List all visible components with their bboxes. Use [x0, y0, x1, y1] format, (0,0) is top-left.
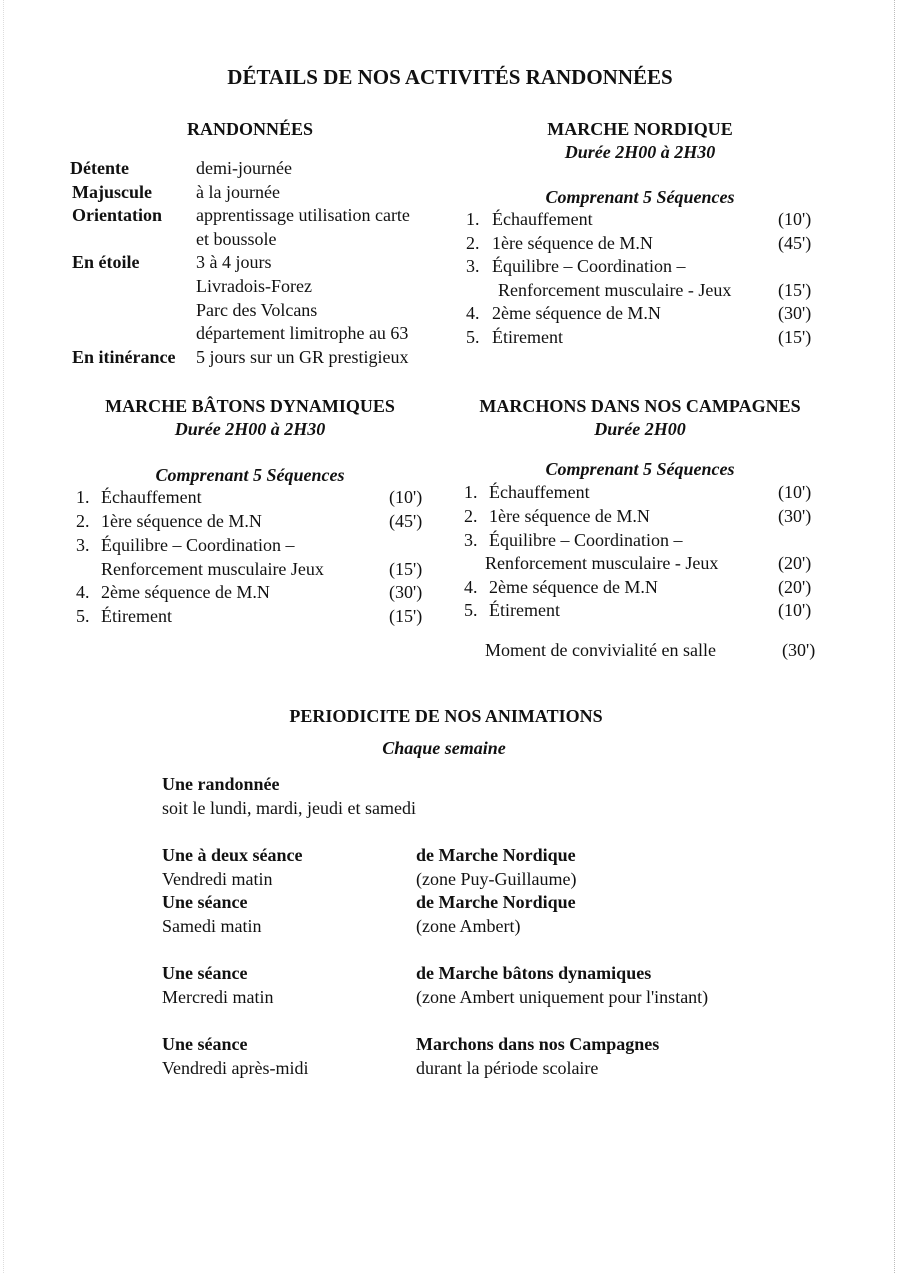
seq-label: 1ère séquence de M.N	[489, 506, 650, 526]
seq-duration: (45')	[778, 233, 812, 253]
schedule-day: Vendredi après-midi	[162, 1058, 309, 1078]
seq-label: Équilibre – Coordination –	[101, 535, 295, 555]
schedule-day: Samedi matin	[162, 916, 262, 936]
marche-nordique-seq-heading: Comprenant 5 Séquences	[545, 187, 735, 207]
seq-number: 4.	[76, 582, 90, 602]
campagnes-heading: MARCHONS DANS NOS CAMPAGNES	[479, 396, 801, 416]
seq-duration: (10')	[778, 600, 812, 620]
page-title: DÉTAILS DE NOS ACTIVITÉS RANDONNÉES	[227, 65, 673, 89]
convivialite-label: Moment de convivialité en salle	[485, 640, 716, 660]
rando-type-value: Parc des Volcans	[196, 300, 318, 320]
seq-number: 3.	[466, 256, 480, 276]
marche-nordique-sequence-list	[466, 208, 826, 348]
rando-type-label: Détente	[70, 158, 129, 178]
schedule-frequency: Une séance	[162, 1034, 248, 1054]
seq-label: Renforcement musculaire - Jeux	[498, 280, 732, 300]
seq-number: 2.	[464, 506, 478, 526]
marche-nordique-heading: MARCHE NORDIQUE	[547, 119, 733, 139]
seq-label: Étirement	[492, 327, 563, 347]
randonnees-heading: RANDONNÉES	[186, 119, 314, 139]
rando-type-value: et boussole	[196, 229, 277, 249]
schedule-zone: (zone Puy-Guillaume)	[416, 869, 577, 889]
seq-label: 1ère séquence de M.N	[101, 511, 262, 531]
seq-number: 1.	[76, 487, 90, 507]
seq-duration: (10')	[778, 482, 812, 502]
batons-sequence-list	[76, 486, 436, 626]
seq-number: 4.	[466, 303, 480, 323]
scan-edge-right	[894, 0, 895, 1273]
schedule-activity: de Marche Nordique	[416, 845, 576, 865]
batons-duration: Durée 2H00 à 2H30	[174, 419, 326, 439]
rando-type-value: à la journée	[196, 182, 280, 202]
rando-type-label: Orientation	[72, 205, 162, 225]
seq-duration: (30')	[778, 506, 812, 526]
convivialite-duration: (30')	[782, 640, 816, 660]
seq-label: 1ère séquence de M.N	[492, 233, 653, 253]
batons-seq-heading: Comprenant 5 Séquences	[155, 465, 345, 485]
schedule-day: Vendredi matin	[162, 869, 273, 889]
seq-label: 2ème séquence de M.N	[492, 303, 661, 323]
campagnes-duration: Durée 2H00	[594, 419, 686, 439]
schedule-zone: (zone Ambert)	[416, 916, 521, 936]
seq-label: Échauffement	[489, 482, 590, 502]
rando-type-label: En étoile	[72, 252, 140, 272]
marche-nordique-duration: Durée 2H00 à 2H30	[564, 142, 716, 162]
seq-label: Étirement	[101, 606, 172, 626]
rando-type-value: département limitrophe au 63	[196, 323, 409, 343]
seq-label: Renforcement musculaire Jeux	[101, 559, 324, 579]
schedule-activity: de Marche Nordique	[416, 892, 576, 912]
seq-number: 2.	[466, 233, 480, 253]
seq-duration: (15')	[778, 280, 812, 300]
seq-duration: (10')	[778, 209, 812, 229]
seq-label: Renforcement musculaire - Jeux	[485, 553, 719, 573]
rando-type-label: Majuscule	[72, 182, 152, 202]
seq-duration: (15')	[389, 606, 423, 626]
rando-type-value: apprentissage utilisation carte	[196, 205, 410, 225]
seq-label: Équilibre – Coordination –	[492, 256, 686, 276]
seq-number: 4.	[464, 577, 478, 597]
seq-duration: (30')	[778, 303, 812, 323]
schedule-activity: de Marche bâtons dynamiques	[416, 963, 652, 983]
schedule-day: Mercredi matin	[162, 987, 274, 1007]
seq-duration: (15')	[778, 327, 812, 347]
seq-duration: (20')	[778, 577, 812, 597]
seq-number: 3.	[76, 535, 90, 555]
campagnes-sequence-list	[464, 481, 828, 663]
seq-duration: (30')	[389, 582, 423, 602]
schedule-frequency: Une à deux séance	[162, 845, 303, 865]
schedule-activity: Marchons dans nos Campagnes	[416, 1034, 660, 1054]
seq-number: 1.	[466, 209, 480, 229]
seq-number: 5.	[76, 606, 90, 626]
scan-edge-left	[3, 0, 4, 1273]
seq-duration: (15')	[389, 559, 423, 579]
seq-label: Échauffement	[101, 487, 202, 507]
seq-label: 2ème séquence de M.N	[489, 577, 658, 597]
seq-label: Étirement	[489, 600, 560, 620]
rando-periodicity-days: soit le lundi, mardi, jeudi et samedi	[162, 798, 416, 818]
periodicite-heading: PERIODICITE DE NOS ANIMATIONS	[289, 706, 603, 726]
campagnes-seq-heading: Comprenant 5 Séquences	[545, 459, 735, 479]
seq-number: 1.	[464, 482, 478, 502]
rando-type-label: En itinérance	[72, 347, 176, 367]
seq-number: 5.	[464, 600, 478, 620]
rando-type-value: 5 jours sur un GR prestigieux	[196, 347, 409, 367]
seq-label: Équilibre – Coordination –	[489, 530, 683, 550]
seq-label: Échauffement	[492, 209, 593, 229]
seq-duration: (10')	[389, 487, 423, 507]
rando-type-value: demi-journée	[196, 158, 292, 178]
periodicite-subheading: Chaque semaine	[382, 738, 506, 758]
seq-duration: (45')	[389, 511, 423, 531]
batons-heading: MARCHE BÂTONS DYNAMIQUES	[105, 396, 395, 416]
rando-periodicity-title: Une randonnée	[162, 774, 280, 794]
seq-duration: (20')	[778, 553, 812, 573]
schedule-zone: durant la période scolaire	[416, 1058, 599, 1078]
seq-number: 3.	[464, 530, 478, 550]
rando-type-value: Livradois-Forez	[196, 276, 312, 296]
rando-type-value: 3 à 4 jours	[196, 252, 272, 272]
schedule-frequency: Une séance	[162, 892, 248, 912]
seq-number: 5.	[466, 327, 480, 347]
schedule-zone: (zone Ambert uniquement pour l'instant)	[416, 987, 709, 1007]
schedule-frequency: Une séance	[162, 963, 248, 983]
seq-number: 2.	[76, 511, 90, 531]
seq-label: 2ème séquence de M.N	[101, 582, 270, 602]
